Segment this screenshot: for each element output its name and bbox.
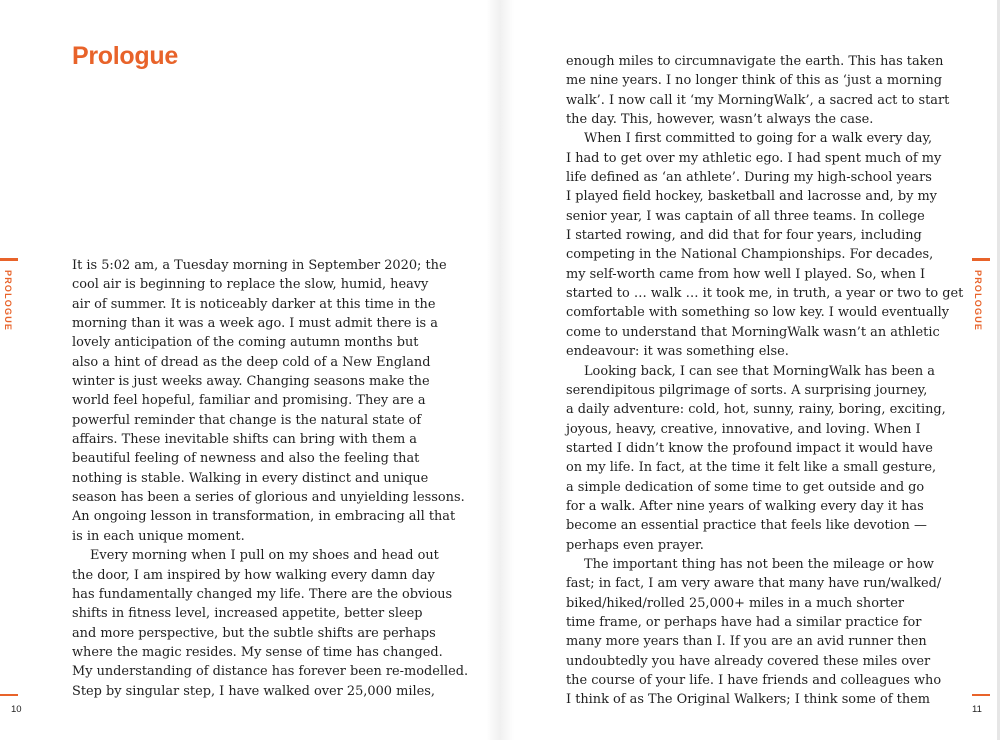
right-footer-mark — [972, 694, 990, 696]
text-line: perhaps even prayer. — [566, 537, 704, 553]
text-line: the course of your life. I have friends and colleagues who — [566, 673, 942, 688]
text-line: walk’. I now call it ‘my MorningWalk’, a sacred act to start — [566, 92, 950, 108]
text-line: my self-worth came from how well I played. So, when I — [566, 266, 926, 282]
spine-shadow-left — [486, 0, 500, 740]
text-line: morning than it was a week ago. I must admit there is a — [72, 316, 438, 332]
text-line: affairs. These inevitable shifts can bring with them a — [72, 432, 417, 448]
text-line: cool air is beginning to replace the slow, humid, heavy — [72, 277, 429, 293]
text-line: on my life. In fact, at the time it felt like a small gesture, — [566, 460, 937, 476]
text-line: season has been a series of glorious and unyielding lessons. — [72, 490, 465, 506]
text-line: beautiful feeling of newness and also the feeling that — [72, 451, 420, 467]
text-line: nothing is stable. Walking in every distinct and unique — [72, 470, 429, 486]
text-line: powerful reminder that change is the natural state of — [72, 412, 422, 428]
text-line: serendipitous pilgrimage of sorts. A surprising journey, — [566, 382, 928, 398]
left-section-tab-label: PROLOGUE — [3, 270, 13, 332]
text-line: started I didn’t know the profound impact it would have — [566, 440, 933, 456]
chapter-heading: Prologue — [72, 42, 178, 70]
text-line: I played field hockey, basketball and lacrosse and, by my — [566, 189, 937, 205]
text-line: The important thing has not been the mileage or how — [584, 556, 934, 572]
text-line: When I first committed to going for a walk every day, — [584, 131, 933, 147]
left-section-tab — [0, 258, 20, 332]
text-line: I started rowing, and did that for four years, including — [566, 228, 922, 244]
text-line: I had to get over my athletic ego. I had spent much of my — [566, 150, 942, 166]
text-line: come to understand that MorningWalk wasn’t an athletic — [566, 324, 940, 340]
text-line: many more years than I. If you are an avid runner then — [566, 634, 927, 650]
text-line: for a walk. After nine years of walking every day it has — [566, 498, 924, 514]
text-line: me nine years. I no longer think of this as ‘just a morning — [566, 73, 943, 89]
text-line: It is 5:02 am, a Tuesday morning in September 2020; the — [72, 258, 447, 273]
text-line: world feel hopeful, familiar and promising. They are a — [72, 393, 426, 409]
text-line: the day. This, however, wasn’t always the case. — [566, 112, 874, 128]
text-line: time frame, or perhaps have had a similar practice for — [566, 614, 922, 630]
text-line: has fundamentally changed my life. There are the obvious — [72, 586, 453, 602]
text-line: Looking back, I can see that MorningWalk has been a — [584, 363, 935, 379]
right-section-tab — [970, 258, 990, 332]
text-line: An ongoing lesson in transformation, in embracing all that — [72, 509, 456, 525]
text-line: a daily adventure: cold, hot, sunny, rainy, boring, exciting, — [566, 402, 946, 418]
left-body-text — [72, 256, 468, 701]
right-body-text — [566, 52, 963, 710]
text-line: Every morning when I pull on my shoes and head out — [90, 548, 439, 564]
spine-shadow-right — [500, 0, 514, 740]
text-line: is in each unique moment. — [72, 528, 245, 544]
left-section-tab-bar — [0, 258, 18, 261]
text-line: comfortable with something so low key. I would eventually — [566, 305, 950, 321]
text-line: shifts in fitness level, increased appetite, better sleep — [72, 606, 423, 622]
text-line: become an essential practice that feels like devotion — — [566, 518, 927, 534]
text-line: a simple dedication of some time to get outside and go — [566, 479, 925, 495]
text-line: and more perspective, but the subtle shifts are perhaps — [72, 625, 436, 641]
text-line: joyous, heavy, creative, innovative, and loving. When I — [566, 421, 921, 437]
text-line: undoubtedly you have already covered these miles over — [566, 653, 931, 669]
text-line: started to … walk … it took me, in truth, a year or two to get — [566, 286, 964, 302]
left-footer-mark — [0, 694, 18, 696]
text-line: lovely anticipation of the coming autumn months but — [72, 335, 419, 351]
left-page-number: 10 — [11, 704, 22, 715]
text-line: competing in the National Championships. For decades, — [566, 247, 934, 263]
text-line: also a hint of dread as the deep cold of a New England — [72, 354, 431, 370]
text-line: senior year, I was captain of all three teams. In college — [566, 208, 925, 224]
right-page — [500, 0, 1000, 740]
right-section-tab-bar — [972, 258, 990, 261]
text-line: life defined as ‘an athlete’. During my high-school years — [566, 170, 932, 186]
right-page-number: 11 — [972, 704, 982, 715]
text-line: biked/hiked/rolled 25,000+ miles in a much shorter — [566, 595, 905, 611]
text-line: air of summer. It is noticeably darker at this time in the — [72, 296, 436, 312]
right-section-tab-label: PROLOGUE — [973, 270, 983, 332]
text-line: fast; in fact, I am very aware that many have run/walked/ — [566, 576, 942, 592]
text-line: I think of as The Original Walkers; I think some of them — [566, 692, 930, 708]
text-line: Step by singular step, I have walked over 25,000 miles, — [72, 683, 435, 699]
text-line: where the magic resides. My sense of time has changed. — [72, 644, 443, 660]
text-line: enough miles to circumnavigate the earth. This has taken — [566, 54, 944, 69]
text-line: endeavour: it was something else. — [566, 344, 789, 360]
text-line: winter is just weeks away. Changing seasons make the — [72, 374, 430, 390]
text-line: the door, I am inspired by how walking every damn day — [72, 567, 435, 583]
text-line: My understanding of distance has forever been re-modelled. — [72, 664, 469, 680]
